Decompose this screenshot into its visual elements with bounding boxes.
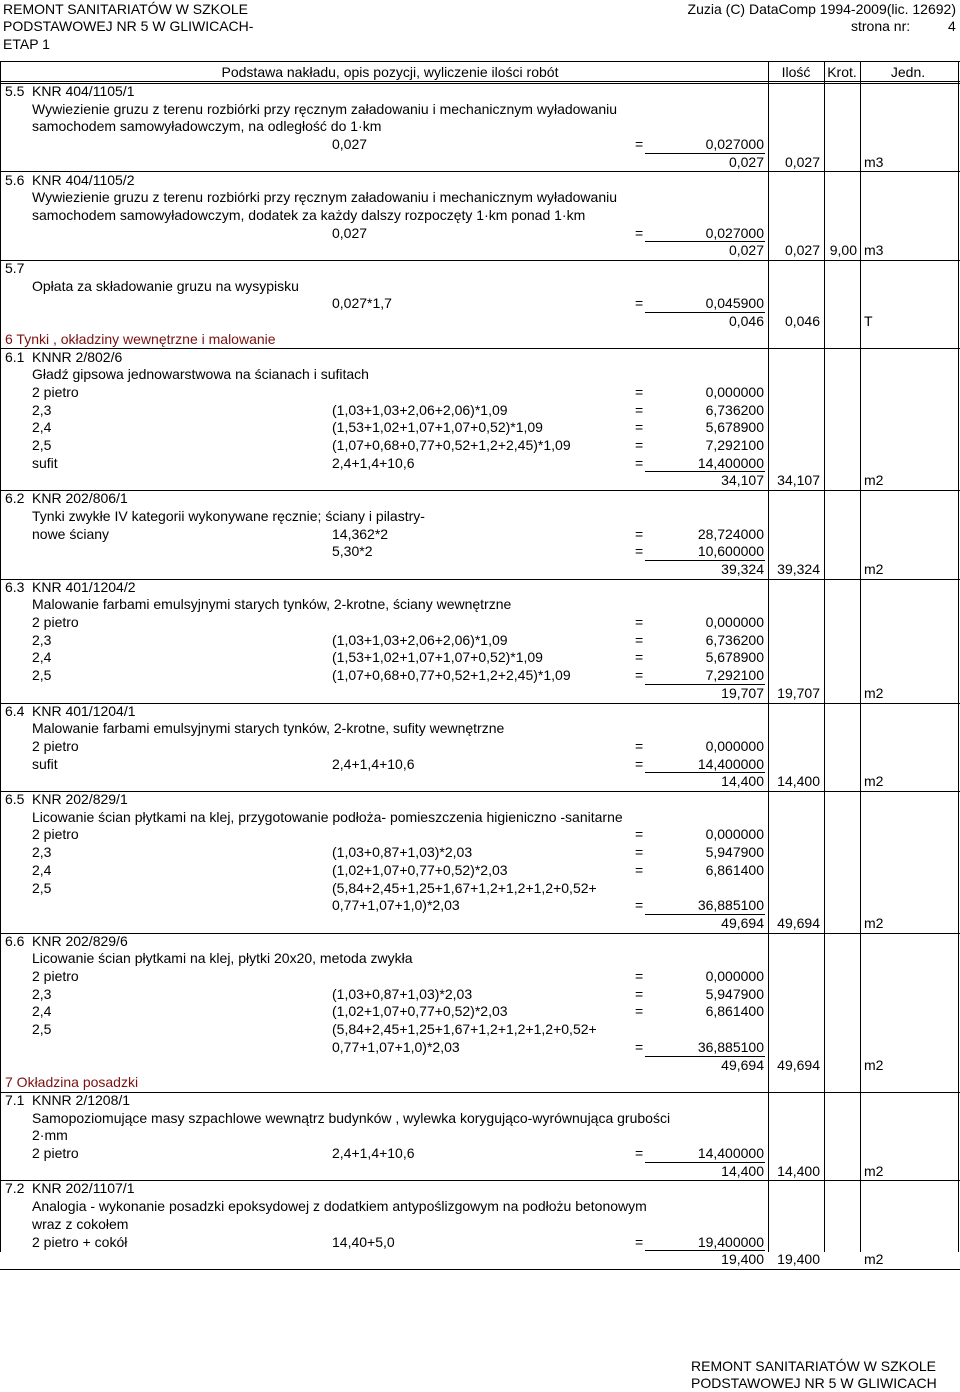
item-description: Wywiezienie gruzu z terenu rozbiórki przy ręcznym załadowaniu i mechanicznym wyładowaniu (32, 100, 618, 117)
item-description: Analogia - wykonanie posadzki epoksydowej z dodatkiem antypoślizgowym na podłożu betonowym (32, 1198, 647, 1215)
calc-label: sufit (32, 755, 58, 772)
item-unit: m2 (864, 1251, 884, 1268)
column-header-description: Podstawa nakładu, opis pozycji, wyliczenie ilości robót (221, 64, 559, 80)
calc-expression: (1,53+1,02+1,07+1,07+0,52)*1,09 (332, 649, 543, 666)
calc-label: 2,4 (32, 861, 52, 878)
column-header-unit: Jedn. (890, 64, 926, 80)
calc-value: 6,861400 (705, 861, 764, 878)
column-header-quantity: Ilość (781, 64, 811, 80)
calc-label: 2,4 (32, 649, 52, 666)
calc-equals: = (635, 295, 644, 312)
calc-expression: (1,07+0,68+0,77+0,52+1,2+2,45)*1,09 (332, 437, 571, 453)
item-unit: m2 (864, 684, 884, 701)
header-title-line3: ETAP 1 (3, 36, 50, 52)
item-unit: m2 (864, 560, 884, 577)
calc-equals: = (635, 136, 644, 153)
item-unit: m2 (864, 472, 884, 489)
item-unit: m2 (864, 1162, 884, 1179)
item-number: 6.4 (5, 702, 25, 719)
item-description: Malowanie farbami emulsyjnymi starych tynków, 2-krotne, sufity wewnętrzne (32, 720, 505, 737)
item-quantity: 49,694 (777, 1056, 820, 1073)
calc-label: 2 pietro (32, 614, 79, 630)
calc-equals: = (635, 755, 644, 772)
calc-equals: = (635, 897, 644, 914)
table-left-border (0, 61, 1, 1252)
column-header-multiplier: Krot. (827, 64, 857, 80)
calc-equals: = (635, 401, 644, 418)
calc-value: 6,736200 (705, 401, 764, 418)
calc-equals: = (635, 1145, 644, 1161)
calc-value: 28,724000 (697, 525, 764, 542)
header-page-label: strona nr: (851, 18, 911, 34)
item-description: Licowanie ścian płytkami na klej, płytki 20x20, metoda zwykła (32, 950, 413, 967)
header-page-number: 4 (948, 18, 956, 34)
item-description-cont: samochodem samowyładowczym, na odległość do 1·km (32, 118, 382, 135)
calc-expression: (1,02+1,07+0,77+0,52)*2,03 (332, 1003, 508, 1020)
item-description-cont: wraz z cokołem (32, 1215, 129, 1232)
item-quantity: 14,400 (777, 1162, 820, 1179)
row-border (0, 1180, 960, 1181)
row-border (0, 933, 960, 934)
item-unit: m2 (864, 1056, 884, 1073)
calc-equals: = (635, 667, 644, 684)
calc-equals: = (635, 1038, 644, 1055)
calc-value: 0,027000 (705, 136, 764, 153)
calc-label: 2 pietro + cokół (32, 1233, 128, 1250)
calc-value: 0,000000 (705, 968, 764, 984)
item-quantity: 0,046 (784, 313, 820, 330)
calc-label: 2,4 (32, 1003, 52, 1020)
calc-label: 2 pietro (32, 1145, 79, 1161)
calc-value: 14,400000 (697, 1145, 764, 1161)
column-divider-multiplier (824, 61, 825, 1252)
calc-expression: 14,362*2 (332, 525, 389, 542)
item-sum: 19,707 (721, 684, 764, 701)
item-quantity: 34,107 (777, 472, 820, 489)
calc-label: 2 pietro (32, 968, 79, 984)
item-number: 7.2 (5, 1180, 25, 1197)
calc-equals: = (635, 1233, 644, 1250)
calc-value: 7,292100 (705, 437, 764, 453)
item-unit: m2 (864, 914, 884, 931)
row-border (0, 260, 960, 261)
calc-expression: (1,02+1,07+0,77+0,52)*2,03 (332, 861, 508, 878)
item-code: KNR 202/829/6 (32, 932, 128, 949)
calc-equals: = (635, 525, 644, 542)
calc-equals: = (635, 419, 644, 436)
calc-expression: 0,027 (332, 224, 368, 241)
header-title-line1: REMONT SANITARIATÓW W SZKOLE (3, 1, 249, 17)
row-border (0, 579, 960, 580)
item-multiplier: 9,00 (829, 242, 857, 259)
calc-value: 5,947900 (705, 985, 764, 1002)
item-sum: 49,694 (721, 914, 764, 931)
calc-value: 5,678900 (705, 419, 764, 436)
item-code: KNR 404/1105/2 (32, 171, 135, 188)
calc-equals: = (635, 224, 644, 241)
calc-label: 2 pietro (32, 826, 79, 843)
item-quantity: 0,027 (784, 242, 820, 259)
item-number: 6.2 (5, 490, 25, 507)
row-border (0, 83, 960, 84)
item-description-cont: samochodem samowyładowczym, dodatek za każdy dalszy rozpoczęty 1·km ponad 1·km (32, 206, 586, 223)
section-heading: 7 Okładzina posadzki (5, 1074, 139, 1091)
calc-label: 2,5 (32, 1021, 52, 1038)
calc-value: 0,000000 (705, 737, 764, 754)
header-title-line2: PODSTAWOWEJ NR 5 W GLIWICACH- (3, 18, 254, 34)
item-code: KNR 401/1204/1 (32, 702, 136, 719)
calc-expression: (1,03+1,03+2,06+2,06)*1,09 (332, 631, 508, 648)
item-sum: 49,694 (721, 1056, 764, 1073)
calc-expression: 0,027*1,7 (332, 295, 392, 312)
calc-value: 0,000000 (705, 826, 764, 843)
row-border (0, 791, 960, 792)
calc-label: 2,3 (32, 985, 52, 1002)
calc-expression: 2,4+1,4+10,6 (332, 1145, 415, 1161)
item-description-cont: 2·mm (32, 1127, 68, 1144)
calc-equals: = (635, 649, 644, 666)
calc-expression: 0,77+1,07+1,0)*2,03 (332, 897, 460, 914)
calc-value: 6,736200 (705, 631, 764, 648)
calc-expression: (1,07+0,68+0,77+0,52+1,2+2,45)*1,09 (332, 667, 571, 684)
calc-equals: = (635, 383, 644, 400)
calc-value: 5,947900 (705, 844, 764, 861)
item-code: KNR 404/1105/1 (32, 83, 135, 99)
calc-label: 2 pietro (32, 383, 79, 400)
calc-label: 2,3 (32, 844, 52, 861)
calc-equals: = (635, 861, 644, 878)
calc-value: 0,000000 (705, 383, 764, 400)
calc-value: 14,400000 (697, 454, 764, 471)
calc-expression: (1,03+0,87+1,03)*2,03 (332, 844, 473, 861)
calc-expression: 5,30*2 (332, 543, 373, 560)
calc-label: 2,3 (32, 631, 52, 648)
item-sum: 14,400 (721, 773, 764, 790)
calc-expression: 2,4+1,4+10,6 (332, 755, 415, 772)
calc-label: nowe ściany (32, 525, 110, 542)
item-description: Samopoziomujące masy szpachlowe wewnątrz budynków , wylewka korygująco-wyrównująca grubości (32, 1109, 671, 1126)
calc-equals: = (635, 631, 644, 648)
calc-label: 2 pietro (32, 737, 79, 754)
calc-expression: (1,03+1,03+2,06+2,06)*1,09 (332, 401, 508, 418)
calc-value: 0,045900 (705, 295, 764, 312)
item-description: Gładź gipsowa jednowarstwowa na ścianach i sufitach (32, 366, 369, 383)
calc-value: 14,400000 (697, 755, 764, 772)
item-number: 6.3 (5, 578, 25, 595)
item-quantity: 49,694 (777, 914, 820, 931)
item-quantity: 19,707 (777, 684, 820, 701)
calc-equals: = (635, 454, 644, 471)
item-unit: T (864, 313, 873, 330)
item-code: KNNR 2/802/6 (32, 348, 123, 365)
calc-equals: = (635, 844, 644, 861)
item-code: KNR 202/1107/1 (32, 1180, 135, 1197)
item-code: KNR 202/829/1 (32, 791, 128, 807)
calc-equals: = (635, 968, 644, 984)
footer-line1: REMONT SANITARIATÓW W SZKOLE (691, 1358, 937, 1374)
calc-expression: (1,53+1,02+1,07+1,07+0,52)*1,09 (332, 419, 543, 436)
item-number: 6.5 (5, 791, 25, 807)
item-code: KNR 401/1204/2 (32, 578, 136, 595)
calc-expression: 0,027 (332, 136, 368, 153)
calc-label: sufit (32, 454, 58, 471)
item-sum: 39,324 (721, 560, 764, 577)
row-border (0, 703, 960, 704)
item-number: 6.6 (5, 932, 25, 949)
item-code: KNR 202/806/1 (32, 490, 128, 507)
calc-value: 19,400000 (697, 1233, 764, 1250)
item-unit: m2 (864, 773, 884, 790)
calc-value: 0,000000 (705, 614, 764, 630)
calc-equals: = (635, 437, 644, 453)
item-sum: 14,400 (721, 1162, 764, 1179)
calc-equals: = (635, 543, 644, 560)
calc-label: 2,4 (32, 419, 52, 436)
table-bottom-border (0, 1269, 960, 1270)
header-license: Zuzia (C) DataComp 1994-2009(lic. 12692) (687, 1, 956, 17)
footer-line2: PODSTAWOWEJ NR 5 W GLIWICACH (691, 1375, 937, 1391)
item-description: Malowanie farbami emulsyjnymi starych tynków, 2-krotne, ściany wewnętrzne (32, 596, 512, 613)
item-quantity: 39,324 (777, 560, 820, 577)
calc-value: 36,885100 (697, 897, 764, 914)
item-sum: 34,107 (721, 472, 764, 489)
calc-value: 6,861400 (705, 1003, 764, 1020)
calc-value: 5,678900 (705, 649, 764, 666)
item-unit: m3 (864, 153, 884, 170)
row-border (0, 1092, 960, 1093)
calc-equals: = (635, 614, 644, 630)
calc-equals: = (635, 985, 644, 1002)
item-sum: 0,027 (728, 153, 764, 170)
item-unit: m3 (864, 242, 884, 259)
column-divider-unit (860, 61, 861, 1252)
calc-expression: 2,4+1,4+10,6 (332, 454, 415, 471)
row-border (0, 490, 960, 491)
item-description: Wywiezienie gruzu z terenu rozbiórki przy ręcznym załadowaniu i mechanicznym wyładowaniu (32, 189, 618, 206)
calc-value: 7,292100 (705, 667, 764, 684)
calc-equals: = (635, 1003, 644, 1020)
item-sum: 0,046 (728, 313, 764, 330)
item-sum: 19,400 (721, 1251, 764, 1268)
calc-expression: 14,40+5,0 (332, 1233, 395, 1250)
table-top-border (0, 61, 960, 62)
item-description: Tynki zwykłe IV kategorii wykonywane ręcznie; ściany i pilastry- (32, 507, 425, 524)
table-right-border (958, 61, 959, 1252)
item-quantity: 0,027 (784, 153, 820, 170)
item-code: KNNR 2/1208/1 (32, 1091, 131, 1108)
item-number: 5.6 (5, 171, 25, 188)
calc-label: 2,5 (32, 879, 52, 896)
item-number: 5.5 (5, 83, 25, 99)
section-heading: 6 Tynki , okładziny wewnętrzne i malowanie (5, 330, 276, 347)
row-border (0, 348, 960, 349)
item-quantity: 19,400 (777, 1251, 820, 1268)
calc-expression: (1,03+0,87+1,03)*2,03 (332, 985, 473, 1002)
item-quantity: 14,400 (777, 773, 820, 790)
calc-value: 0,027000 (705, 224, 764, 241)
calc-expression: (5,84+2,45+1,25+1,67+1,2+1,2+1,2+0,52+ (332, 879, 597, 896)
calc-equals: = (635, 737, 644, 754)
item-description: Licowanie ścian płytkami na klej, przygotowanie podłoża- pomieszczenia higieniczno -sanitarne (32, 808, 623, 825)
calc-label: 2,5 (32, 437, 52, 453)
calc-value: 10,600000 (697, 543, 764, 560)
column-header-border (0, 81, 960, 82)
item-sum: 0,027 (728, 242, 764, 259)
calc-equals: = (635, 826, 644, 843)
item-number: 5.7 (5, 260, 25, 276)
item-number: 6.1 (5, 348, 25, 365)
item-number: 7.1 (5, 1091, 25, 1108)
calc-label: 2,3 (32, 401, 52, 418)
calc-expression: (5,84+2,45+1,25+1,67+1,2+1,2+1,2+0,52+ (332, 1021, 597, 1038)
item-description: Opłata za składowanie gruzu na wysypisku (32, 277, 299, 294)
calc-value: 36,885100 (697, 1038, 764, 1055)
calc-expression: 0,77+1,07+1,0)*2,03 (332, 1038, 460, 1055)
row-border (0, 171, 960, 172)
calc-label: 2,5 (32, 667, 52, 684)
